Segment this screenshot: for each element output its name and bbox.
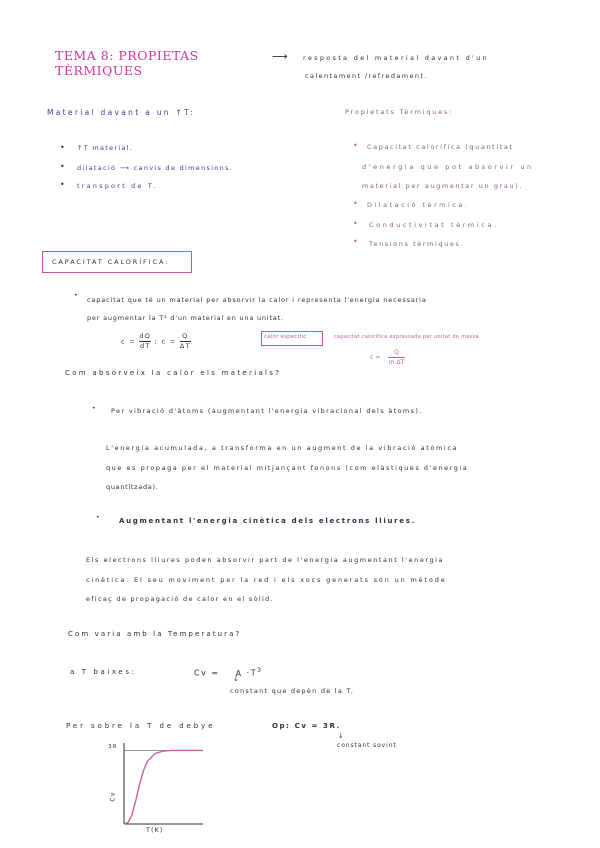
vibracio-head: Per vibració d'àtoms (augmentant l'energia vibracional dels àtoms). (111, 407, 423, 415)
def-line-1: capacitat que té un material per absorvir la calor i representa l'energia necessaria (87, 296, 427, 304)
bullet-icon: • (353, 237, 358, 246)
propietat-item-1b: d'energia que pot absorvir un (362, 163, 534, 171)
page-title (55, 48, 199, 78)
series-line-cv (124, 750, 203, 824)
formula-c2-label: c = (161, 337, 177, 346)
low-t-label: a T baixes: (70, 668, 137, 676)
fraction-den: dT (139, 342, 151, 350)
question-temperatura: Com varia amb la Temperatura? (68, 630, 242, 638)
calor-formula-c: c = (370, 354, 381, 361)
formula-exponent: 3 (257, 667, 263, 674)
bullet-icon: • (60, 180, 65, 189)
bullet-icon: • (96, 514, 100, 521)
material-item-2: dilatació ⟶ canvis de dimensions. (77, 164, 234, 172)
y-axis-label: Cv (109, 791, 117, 802)
bullet-icon: • (353, 199, 358, 208)
debye-arrow: ↓ (338, 732, 346, 740)
material-item-3: transport de T. (77, 182, 158, 190)
formula-cv: Cv = (194, 668, 220, 678)
low-t-arrow: ↓ (233, 675, 241, 683)
debye-line: Per sobre la T de debye (66, 722, 216, 730)
low-t-note: constant que depèn de la T. (230, 687, 355, 695)
title-line-2: TÈRMIQUES (55, 63, 143, 78)
y-tick-label: 3R (108, 744, 118, 750)
electrons-line-1: Els electrons lliures poden absorvir part de l'energia augmentant l'energia (86, 556, 445, 564)
x-axis-label: T(K) (146, 826, 164, 834)
propietat-item-3: Conductivitat tèrmica. (369, 221, 499, 229)
bullet-icon: • (353, 219, 358, 228)
bullet-icon: • (74, 292, 78, 299)
formula-c-label: c = (121, 337, 136, 346)
electrons-line-2: cinètica. El seu moviment per la red i els xocs generats són un mètode (86, 576, 447, 584)
top-arrow: ⟶ (272, 50, 290, 63)
def-line-2: per augmentar la T² d'un material en una unitat. (87, 314, 284, 322)
electrons-head: Augmentant l'energia cinètica dels electrons lliures. (119, 517, 416, 525)
calor-especific-note: capacitat calorífica expressada per unitat de massa. (334, 334, 481, 340)
vibracio-line-1: L'energia acumulada, a transforma en un augment de la vibració atòmica (106, 444, 459, 452)
bullet-icon: • (60, 162, 65, 171)
formula-separator: ; (154, 337, 159, 346)
fraction-q-mdt (388, 348, 405, 367)
calor-formula (370, 348, 405, 367)
bullet-icon: • (353, 141, 358, 150)
debye-formula: Op: Cv = 3R. (272, 722, 341, 730)
propietat-item-2: Dilatació tèrmica. (367, 201, 470, 209)
formula-c (121, 332, 191, 351)
vibracio-line-2: que es propaga per el material mitjançant fonons (com elàstiques d'energia (106, 464, 469, 472)
propietats-heading: Propietats Tèrmiques: (345, 108, 454, 116)
vibracio-line-3: quantitzada). (106, 483, 159, 491)
fraction-num: Q (180, 332, 191, 342)
propietat-item-1c: material per augmentar un grau). (362, 182, 524, 190)
capacitat-heading: CAPACITAT CALORÍFICA: (52, 258, 170, 266)
fraction-num: Q (388, 348, 405, 358)
material-item-1: ↑T material. (77, 144, 134, 152)
low-t-formula (194, 667, 262, 678)
debye-note: constant sovint (337, 742, 397, 749)
fraction-dq-dt (139, 332, 151, 351)
propietat-item-4: Tensions tèrmiques. (369, 240, 465, 248)
propietat-item-1a: Capacitat calorífica (quantitat (367, 143, 514, 151)
formula-a: A (235, 668, 243, 678)
calor-especific-label: calor específic (264, 334, 307, 340)
top-note-line-1: resposta del material davant d'un (303, 54, 489, 62)
bullet-icon: • (92, 405, 96, 412)
title-line-1: TEMA 8: PROPIETAS (55, 48, 199, 63)
fraction-num: dQ (139, 332, 152, 340)
bullet-icon: • (60, 143, 65, 152)
formula-t: ·T (246, 668, 258, 678)
top-note-line-2: calentament /refredament. (305, 72, 428, 80)
electrons-line-3: eficaç de propagació de calor en el sòlid. (86, 595, 274, 603)
fraction-den: ΔT (179, 342, 191, 350)
fraction-den: m ΔT (388, 359, 405, 366)
fraction-q-dt (180, 332, 191, 351)
question-absorbeix: Com absorveix la calor els materials? (65, 369, 282, 377)
material-heading: Material davant a un ↑T: (47, 108, 195, 117)
